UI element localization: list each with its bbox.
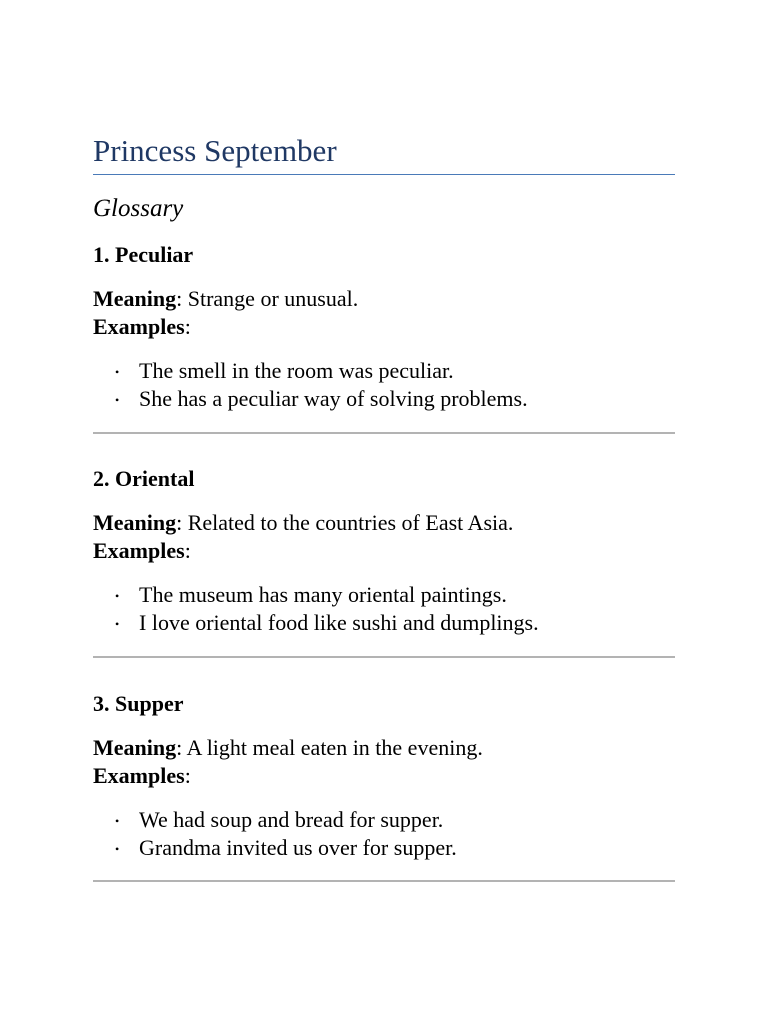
bullet-icon: • — [115, 365, 120, 379]
example-text: We had soup and bread for supper. — [139, 807, 444, 832]
examples-label: Examples — [93, 538, 185, 563]
section-divider — [93, 432, 675, 434]
meaning-label: Meaning — [93, 286, 177, 311]
title-underline — [93, 174, 675, 175]
meaning-line — [93, 284, 358, 314]
examples-line — [93, 761, 191, 791]
examples-list — [93, 581, 539, 637]
section-divider — [93, 656, 675, 658]
examples-list — [93, 806, 457, 862]
section-divider — [93, 880, 675, 882]
meaning-label: Meaning — [93, 510, 177, 535]
example-item — [93, 609, 539, 637]
entry-heading: 1. Peculiar — [93, 242, 194, 267]
meaning-label: Meaning — [93, 735, 177, 760]
meaning-text: : Strange or unusual. — [176, 286, 359, 311]
example-text: I love oriental food like sushi and dumplings. — [139, 610, 539, 635]
bullet-icon: • — [115, 589, 120, 603]
example-item — [93, 385, 528, 413]
examples-colon: : — [184, 538, 191, 563]
bullet-icon: • — [115, 393, 120, 407]
examples-colon: : — [184, 763, 191, 788]
examples-label: Examples — [93, 314, 185, 339]
examples-line — [93, 536, 191, 566]
example-text: She has a peculiar way of solving problems. — [139, 386, 528, 411]
example-item — [93, 806, 457, 834]
meaning-text: : Related to the countries of East Asia. — [176, 510, 514, 535]
example-item — [93, 357, 528, 385]
meaning-text: : A light meal eaten in the evening. — [176, 735, 483, 760]
bullet-icon: • — [115, 814, 120, 828]
bullet-icon: • — [115, 842, 120, 856]
examples-list — [93, 357, 528, 413]
example-item — [93, 581, 539, 609]
example-item — [93, 834, 457, 862]
bullet-icon: • — [115, 617, 120, 631]
example-text: Grandma invited us over for supper. — [139, 835, 457, 860]
examples-colon: : — [184, 314, 191, 339]
page-title: Princess September — [93, 133, 337, 168]
meaning-line — [93, 733, 483, 763]
examples-line — [93, 312, 191, 342]
example-text: The smell in the room was peculiar. — [139, 358, 454, 383]
entry-heading: 3. Supper — [93, 691, 184, 716]
glossary-subtitle: Glossary — [93, 195, 184, 222]
entry-heading: 2. Oriental — [93, 466, 195, 491]
meaning-line — [93, 508, 513, 538]
examples-label: Examples — [93, 763, 185, 788]
example-text: The museum has many oriental paintings. — [139, 582, 507, 607]
